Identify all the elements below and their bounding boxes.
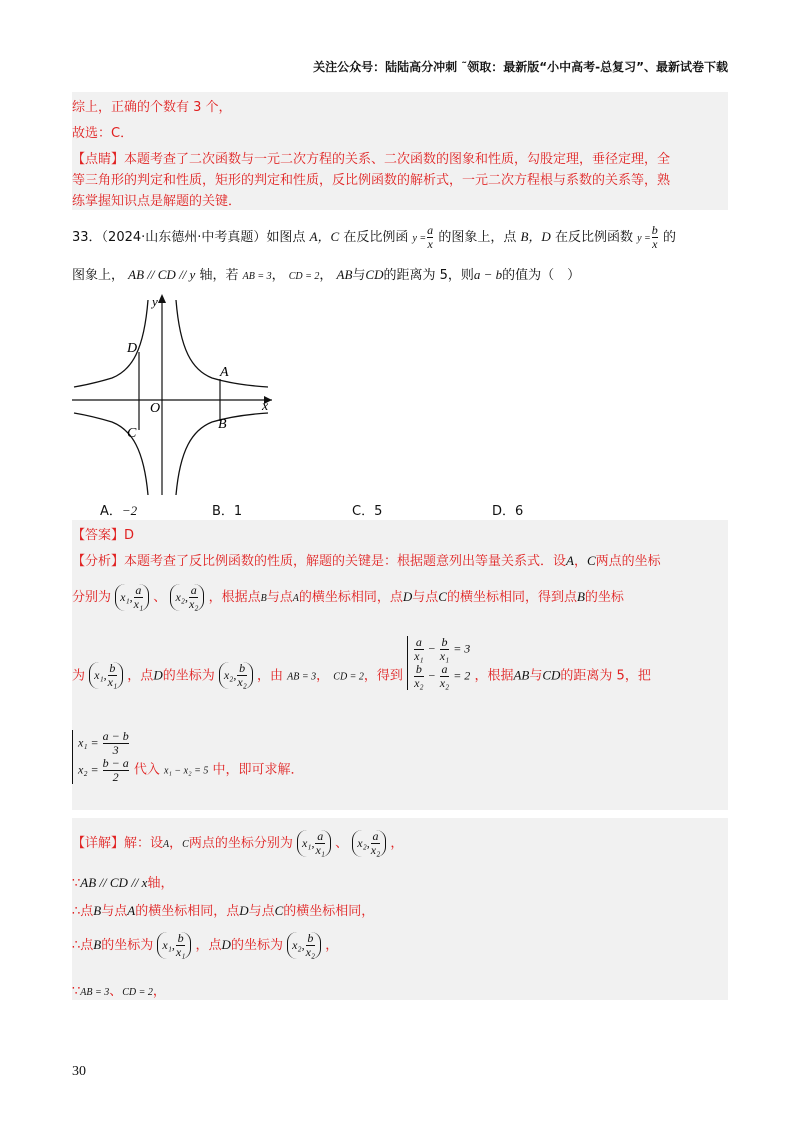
q-cd2: CD = 2 (288, 271, 320, 282)
q-ab: AB (336, 267, 353, 282)
q-text-2e: 的值为（ ） (502, 268, 581, 283)
system-equations-1: $\frac{a}{\text{x₁}}$ − $\frac{b}{\text{x₁}}$ = 3 $\frac{b}{\text{x₂}}$ − $\frac{a}{\text{x₂}}$ = 2 (407, 636, 470, 690)
detail-line-3: ∴点B与点A的横坐标相同，点D与点C的横坐标相同， (72, 903, 375, 919)
analysis-diff: x₁ − x₂ = 5 (164, 765, 209, 777)
q-text-1e: 的 (662, 230, 676, 245)
coord-x1-b: x₁, $\frac{b}{\text{x₁}}$ (89, 662, 123, 689)
detail-coord-x2-b: x₂, $\frac{b}{\text{x₂}}$ (287, 932, 321, 959)
question-source: （2024·山东德州·中考真题） (101, 230, 267, 245)
q-cd: CD (365, 267, 384, 282)
question-line-2: 图象上， AB // CD // y 轴，若 AB = 3， CD = 2， AB与CD的距离为 5，则a − b的值为（ ） (72, 267, 581, 283)
label-a: A (220, 365, 229, 380)
prev-line-2: 故选：C． (72, 126, 134, 141)
detail-coord-x2-a: x₂, $\frac{a}{\text{x₂}}$ (352, 830, 386, 857)
y-axis-arrow (158, 294, 166, 303)
page-header: 关注公众号：陆陆高分冲刺 ˜领取：最新版“小中高考-总复习”、最新试卷下载 (313, 60, 728, 74)
system-equations-2: x₁ = $\frac{a - b}{3}$ x₂ = $\frac{b - a}{2}$ (72, 730, 130, 784)
q-fraction-a-x: $\frac{a}{x}$ (427, 223, 434, 251)
dianjing-line-2: 等三角形的判定和性质，矩形的判定和性质，反比例函数的解析式，一元二次方程根与系数的关系等，熟 (72, 173, 671, 188)
detail-line-5: ∵AB = 3、CD = 2， (72, 984, 166, 999)
curve-a-third-quadrant (74, 413, 148, 495)
q-points-bd: B，D (520, 229, 551, 244)
answer-line: 【答案】D (72, 528, 135, 543)
detail-line-4: ∴点B的坐标为 x₁, $\frac{b}{\text{x₁}}$ ，点D的坐标为 x₂, $\frac{b}{\text{x₂}}$ ， (72, 931, 339, 959)
analysis-cd2: CD = 2 (333, 671, 364, 683)
option-d[interactable]: D．6 (492, 504, 524, 519)
q-text-1d: 在反比例函数 (554, 230, 633, 245)
q-text-2b: 轴，若 (199, 268, 239, 283)
q-text-2c: 与 (352, 268, 366, 283)
q-text-2a: 图象上， (72, 268, 125, 283)
detail-coord-x1-b: x₁, $\frac{b}{\text{x₁}}$ (157, 932, 191, 959)
q-parallel: AB // CD // y (128, 267, 196, 282)
coord-x2-a: x₂, $\frac{a}{\text{x₂}}$ (170, 584, 204, 611)
coord-x2-b: x₂, $\frac{b}{\text{x₂}}$ (219, 662, 253, 689)
analysis-line-2: 分别为 x₁, $\frac{a}{\text{x₁}}$ 、 x₂, $\frac{a}{\text{x₂}}$ ，根据点B与点A的横坐标相同，点D与点C的横坐标相同，得到点B的坐标 (72, 583, 624, 611)
label-b: B (218, 417, 227, 432)
q-fraction-b-x: $\frac{b}{x}$ (651, 223, 658, 251)
q-y-eq-2: y = (637, 233, 651, 244)
q-text-2d: 的距离为 5，则 (383, 268, 474, 283)
analysis-ab3: AB = 3 (287, 671, 317, 683)
dianjing-line-3: 练掌握知识点是解题的关键． (72, 194, 242, 209)
answer-value: D (124, 528, 135, 543)
q-y-eq-1: y = (412, 233, 427, 244)
option-c[interactable]: C．5 (352, 504, 383, 519)
analysis-line-1: 【分析】本题考查了反比例函数的性质，解题的关键是：根据题意列出等量关系式．设A，C两点的坐标 (72, 553, 661, 569)
dianjing-tag: 【点睛】 (72, 152, 125, 167)
detail-line-1: 【详解】解：设A，C两点的坐标分别为 x₁, $\frac{a}{\text{x₁}}$ 、 x₂, $\frac{a}{\text{x₂}}$ ， (72, 829, 404, 857)
hyperbola-graph (72, 290, 282, 500)
analysis-line-4: x₁ = $\frac{a - b}{3}$ x₂ = $\frac{b - a}{2}$ 代入 x₁ − x₂ = 5 中，即可求解． (72, 730, 304, 784)
detail-line-2: ∵AB // CD // x轴， (72, 875, 174, 891)
dianjing-text-1: 本题考查了二次函数与一元二次方程的关系、二次函数的图象和性质，勾股定理，垂径定理，全 (124, 152, 671, 167)
q-points-ac: A，C (309, 229, 340, 244)
q-ab3: AB = 3 (242, 271, 272, 282)
question-number: 33． (72, 230, 102, 245)
q-text-1b: 在反比例函 (343, 230, 409, 245)
detail-coord-x1-a: x₁, $\frac{a}{\text{x₁}}$ (297, 830, 331, 857)
prev-line-1: 综上，正确的个数有 3 个， (72, 100, 232, 115)
option-b[interactable]: B．1 (212, 504, 243, 519)
coord-x1-a: x₁, $\frac{a}{\text{x₁}}$ (115, 584, 149, 611)
label-origin: O (150, 401, 161, 416)
q-a-minus-b: a − b (473, 267, 503, 282)
q-text-1c: 的图象上，点 (438, 230, 517, 245)
q-text-1a: 如图点 (266, 230, 306, 245)
question-line-1 (72, 224, 676, 251)
dianjing-line-1 (72, 148, 670, 167)
label-c: C (127, 426, 137, 441)
label-y: y (152, 294, 158, 309)
label-d: D (127, 341, 138, 356)
page-number: 30 (72, 1064, 86, 1079)
option-a[interactable]: A．−2 (100, 503, 138, 519)
label-x: x (262, 399, 269, 414)
analysis-line-3: 为 x₁, $\frac{b}{\text{x₁}}$ ，点D的坐标为 x₂, $\frac{b}{\text{x₂}}$ ，由 AB = 3， CD = 2，得到 $\frac{a}{\text{x₁}}$ − $\frac{b}{\text{x₁}}$ = 3 $\frac{b}{\text{x₂}}$ − $\frac{a}{\text{x₂}}$ = 2 ，根据AB与CD的距离为 5，把 (72, 635, 651, 690)
